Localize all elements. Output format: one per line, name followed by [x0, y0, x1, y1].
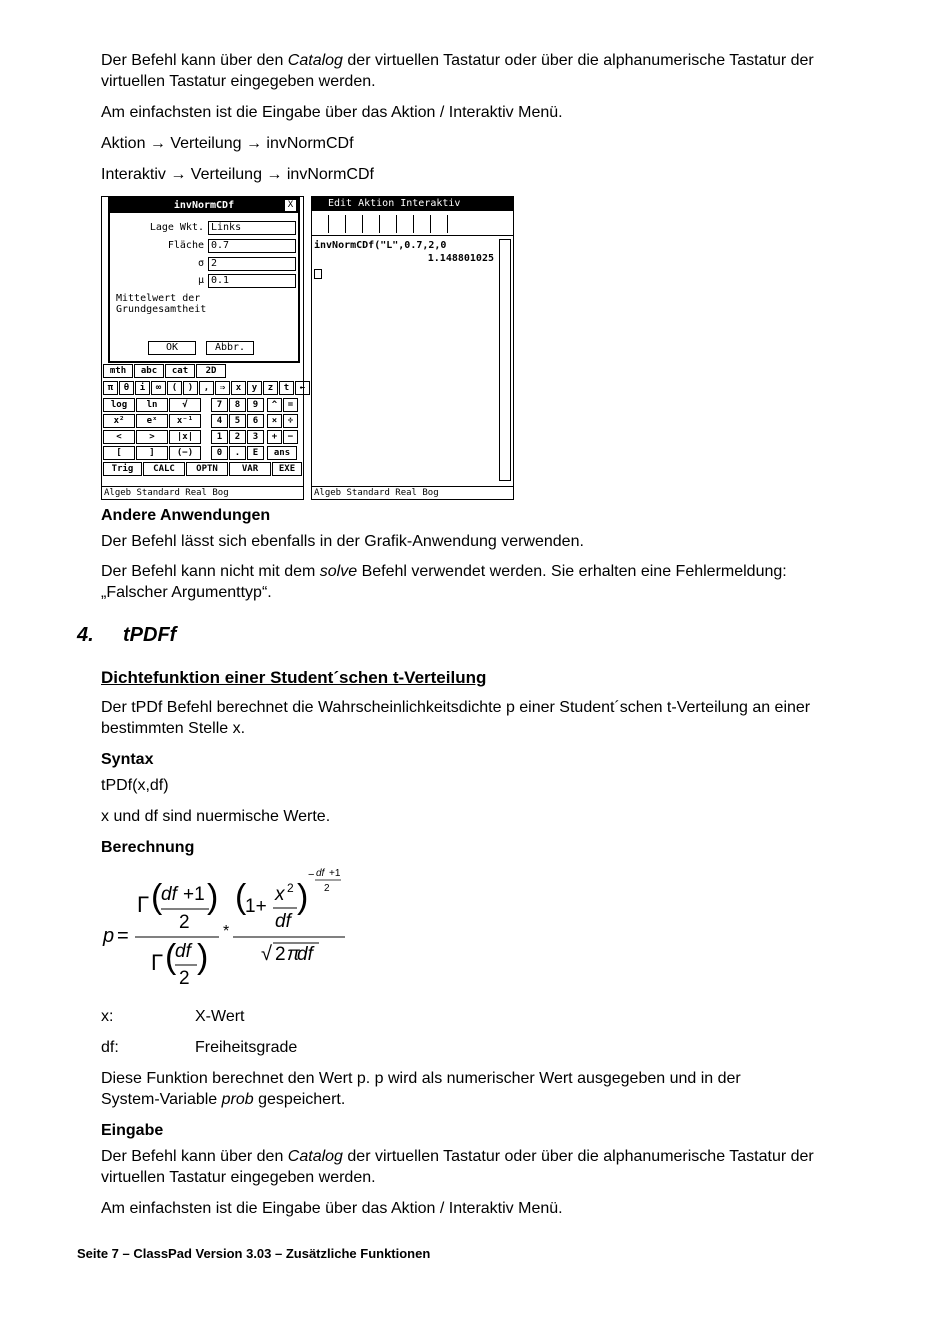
key[interactable]: x⁻¹ [169, 414, 201, 428]
svg-text:): ) [197, 938, 209, 976]
toolbar-icon[interactable] [380, 215, 397, 233]
keys-row-3 [103, 414, 299, 428]
catalog-paragraph [101, 50, 841, 92]
key[interactable]: x² [103, 414, 135, 428]
input-line: invNormCDf("L",0.7,2,0 [314, 240, 447, 251]
text: der virtuellen Tastatur oder über die alphanumerische Tastatur der virtuellen Tastatur eingegeben werden. [101, 1148, 814, 1186]
tab-abc[interactable]: abc [134, 364, 164, 378]
key[interactable]: 5 [229, 414, 246, 428]
keys-row-symbols [103, 381, 311, 395]
key[interactable]: ^ [267, 398, 282, 412]
mu-field[interactable]: 0.1 [208, 274, 296, 288]
svg-text:df: df [297, 944, 313, 965]
svg-text:Γ: Γ [137, 892, 150, 917]
dialog-row-mu: μ 0.1 [110, 274, 294, 287]
backspace-key[interactable]: ← [295, 381, 310, 395]
cancel-button[interactable]: Abbr. [206, 341, 254, 355]
calc-key[interactable]: CALC [143, 462, 185, 476]
toolbar-icon[interactable] [397, 215, 414, 233]
svg-text:df: df [316, 868, 325, 879]
toolbar-icon[interactable] [329, 215, 346, 233]
key[interactable]: i [135, 381, 150, 395]
solve-paragraph [101, 561, 841, 603]
svg-text:π: π [287, 944, 300, 965]
result-line: 1.148801025 [427, 253, 494, 264]
berechnung-heading: Berechnung [101, 839, 195, 856]
key[interactable]: ∞ [151, 381, 166, 395]
svg-text:1+: 1+ [245, 896, 267, 917]
key[interactable]: 1 [211, 430, 228, 444]
dialog-row-lage: Lage Wkt. Links [110, 221, 294, 234]
cursor-box [314, 269, 322, 279]
menu-path-interaktiv: Interaktiv → Verteilung → invNormCDf [101, 166, 374, 183]
intro-paragraph: Der tPDf Befehl berechnet die Wahrscheinlichkeitsdichte p einer Student´schen t-Verteilung an einer bestimmten Stelle x. [101, 699, 811, 737]
svg-text:df: df [175, 941, 191, 962]
key[interactable]: x [231, 381, 246, 395]
svg-text:2: 2 [275, 944, 286, 965]
key[interactable]: ln [136, 398, 168, 412]
key[interactable]: (−) [169, 446, 201, 460]
work-area[interactable] [314, 239, 494, 279]
var-x: x: X-Wert [101, 1008, 245, 1025]
svg-text:(: ( [151, 878, 163, 916]
menu-path-aktion: Aktion → Verteilung → invNormCDf [101, 135, 354, 152]
key[interactable]: 9 [247, 398, 264, 412]
result-paragraph [101, 1068, 801, 1110]
key[interactable]: y [247, 381, 262, 395]
key[interactable]: θ [119, 381, 134, 395]
key[interactable]: 3 [247, 430, 264, 444]
solve-term: solve [319, 563, 358, 580]
key[interactable]: < [103, 430, 135, 444]
dialog-help-text: Mittelwert der Grundgesamtheit [116, 293, 207, 315]
keys-row-5 [103, 446, 298, 460]
calculator-screen-dialog [101, 196, 304, 500]
key[interactable]: . [229, 446, 246, 460]
toolbar-icon[interactable] [431, 215, 448, 233]
eingabe-heading: Eingabe [101, 1122, 164, 1139]
trig-key[interactable]: Trig [103, 462, 142, 476]
ok-button[interactable]: OK [148, 341, 196, 355]
key[interactable]: = [283, 398, 298, 412]
key[interactable]: log [103, 398, 135, 412]
key[interactable]: ] [136, 446, 168, 460]
key[interactable]: ( [167, 381, 182, 395]
close-icon[interactable]: X [285, 200, 296, 211]
tpdf-formula [101, 864, 361, 994]
menu-bar[interactable]: Edit Aktion Interaktiv [312, 197, 513, 211]
svg-text:2: 2 [179, 968, 190, 989]
dialog-title: invNormCDf [110, 199, 298, 213]
key[interactable]: E [247, 446, 264, 460]
key[interactable]: ⇒ [215, 381, 230, 395]
key[interactable]: z [263, 381, 278, 395]
subheading: Dichtefunktion einer Student´schen t-Verteilung [101, 668, 487, 687]
catalog-paragraph-2 [101, 1146, 841, 1188]
key[interactable]: > [136, 430, 168, 444]
optn-key[interactable]: OPTN [186, 462, 228, 476]
svg-text:+1: +1 [183, 884, 205, 905]
syntax-heading: Syntax [101, 751, 154, 768]
key[interactable]: 2 [229, 430, 246, 444]
svg-text:(: ( [235, 878, 247, 916]
status-bar: Algeb Standard Real Bog [312, 486, 513, 499]
key[interactable]: π [103, 381, 118, 395]
svg-text:2: 2 [179, 912, 190, 933]
toolbar-icon[interactable] [346, 215, 363, 233]
key[interactable]: 4 [211, 414, 228, 428]
text: Der Befehl kann über den [101, 52, 288, 69]
menu-paragraph: Am einfachsten ist die Eingabe über das Aktion / Interaktiv Menü. [101, 104, 563, 121]
toolbar-icon[interactable] [363, 215, 380, 233]
key[interactable]: 6 [247, 414, 264, 428]
key[interactable]: − [283, 430, 298, 444]
svg-text:−: − [308, 869, 315, 881]
key[interactable]: t [279, 381, 294, 395]
svg-text:√: √ [261, 943, 272, 965]
svg-text:2: 2 [324, 883, 330, 894]
toolbar-icon[interactable] [414, 215, 431, 233]
catalog-term: Catalog [287, 52, 343, 69]
key[interactable]: 7 [211, 398, 228, 412]
toolbar [312, 215, 513, 236]
svg-text:): ) [297, 878, 309, 916]
key[interactable]: ÷ [283, 414, 298, 428]
syntax: tPDf(x,df) [101, 777, 169, 794]
keys-row-4 [103, 430, 299, 444]
syntax-note: x und df sind nuermische Werte. [101, 808, 331, 825]
calculator-screen-main [311, 196, 514, 500]
var-df: df: Freiheitsgrade [101, 1039, 298, 1056]
page-footer: Seite 7 – ClassPad Version 3.03 – Zusätzliche Funktionen [77, 1246, 431, 1261]
svg-text:2: 2 [287, 881, 294, 895]
prob-term: prob [221, 1091, 254, 1108]
text: Der Befehl kann über den [101, 1148, 288, 1165]
svg-text:df: df [275, 911, 291, 932]
svg-text:(: ( [165, 938, 177, 976]
scrollbar[interactable] [499, 239, 511, 481]
svg-text:df: df [161, 884, 177, 905]
toolbar-icon[interactable] [312, 215, 329, 233]
text: gespeichert. [253, 1091, 346, 1108]
key[interactable]: |x| [169, 430, 201, 444]
key[interactable]: 0 [211, 446, 228, 460]
text: Diese Funktion berechnet den Wert p. p wird als numerischer Wert ausgegeben und in der System-Variable [101, 1070, 741, 1108]
key[interactable]: 8 [229, 398, 246, 412]
svg-text:+1: +1 [329, 868, 341, 879]
section-heading: 4. tPDFf [77, 624, 177, 646]
text: Der Befehl kann nicht mit dem [101, 563, 320, 580]
andere-heading: Andere Anwendungen [101, 507, 271, 524]
dialog-row-flaeche: Fläche 0.7 [110, 239, 294, 252]
svg-text:*: * [223, 923, 230, 940]
flaeche-field[interactable]: 0.7 [208, 239, 296, 253]
key[interactable]: + [267, 430, 282, 444]
svg-text:x: x [275, 884, 285, 905]
keyboard-tabs [103, 364, 227, 378]
svg-text:=: = [117, 925, 129, 947]
tab-mth[interactable]: mth [103, 364, 133, 378]
status-bar: Algeb Standard Real Bog [102, 486, 303, 499]
exe-key[interactable]: EXE [272, 462, 302, 476]
sigma-field[interactable]: 2 [208, 257, 296, 271]
key[interactable]: √ [169, 398, 201, 412]
text: der virtuellen Tastatur oder über die alphanumerische Tastatur der virtuellen Tastatur eingegeben werden. [101, 52, 814, 90]
svg-text:): ) [207, 878, 219, 916]
keys-row-2 [103, 398, 299, 412]
text: Befehl verwendet werden. Sie erhalten eine Fehlermeldung: „Falscher Argumenttyp“. [101, 563, 787, 601]
ans-key[interactable]: ans [267, 446, 297, 460]
dialog-row-sigma: σ 2 [110, 257, 294, 270]
tab-2d[interactable]: 2D [196, 364, 226, 378]
lage-select[interactable]: Links [208, 221, 296, 235]
var-key[interactable]: VAR [229, 462, 271, 476]
key[interactable]: ) [183, 381, 198, 395]
key[interactable]: eˣ [136, 414, 168, 428]
catalog-term: Catalog [287, 1148, 343, 1165]
svg-text:Γ: Γ [151, 950, 164, 975]
key[interactable]: × [267, 414, 282, 428]
keys-row-6 [103, 462, 303, 476]
tab-cat[interactable]: cat [165, 364, 195, 378]
key[interactable]: , [199, 381, 214, 395]
svg-text:p: p [103, 925, 115, 947]
andere-text: Der Befehl lässt sich ebenfalls in der Grafik-Anwendung verwenden. [101, 533, 584, 550]
invnormcdf-dialog [108, 197, 300, 363]
key[interactable]: [ [103, 446, 135, 460]
menu-paragraph-2: Am einfachsten ist die Eingabe über das Aktion / Interaktiv Menü. [101, 1200, 563, 1217]
